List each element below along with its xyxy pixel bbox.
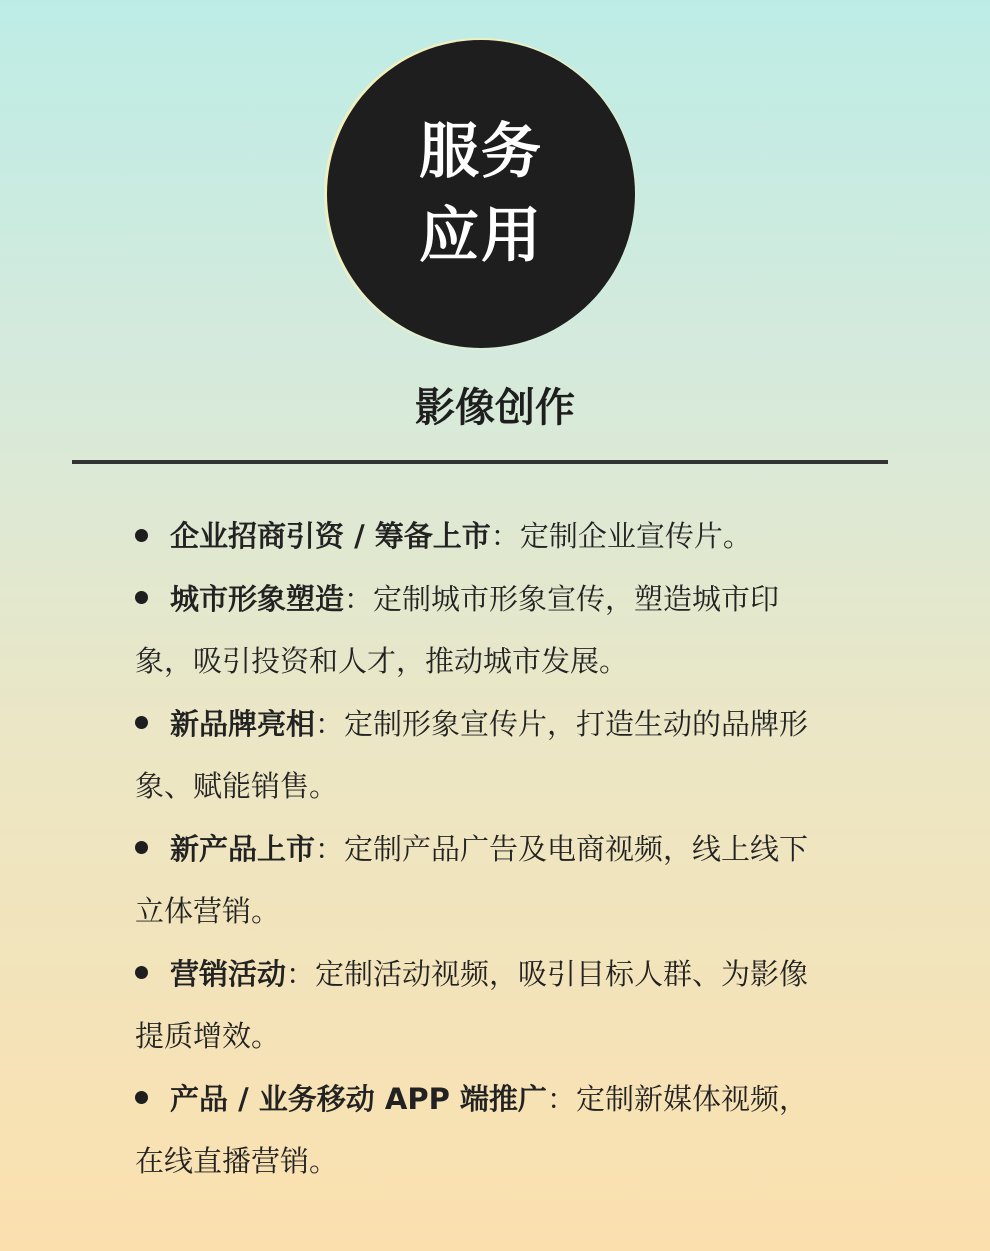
item-separator: ：: [344, 581, 374, 616]
item-title: 新产品上市: [170, 831, 316, 866]
list-item: [135, 818, 835, 943]
item-description: 定制新媒体视频，在线直播营销。: [135, 1081, 808, 1178]
list-item: [135, 943, 835, 1068]
list-item: [135, 568, 835, 693]
list-item: [135, 1068, 835, 1193]
item-separator: ：: [286, 956, 316, 991]
item-separator: ：: [315, 706, 345, 741]
item-separator: ：: [315, 831, 345, 866]
bullet-icon: [135, 591, 148, 604]
item-description: 定制企业宣传片。: [519, 519, 752, 553]
service-badge: [327, 40, 635, 348]
item-description: 定制产品广告及电商视频，线上线下立体营销。: [135, 831, 809, 928]
item-description: 定制城市形象宣传，塑造城市印象，吸引投资和人才，推动城市发展。: [135, 581, 780, 678]
item-separator: ：: [546, 1081, 576, 1116]
item-title: 营销活动: [170, 956, 287, 991]
badge-line-1: 服务: [419, 117, 543, 187]
bullet-icon: [135, 1091, 148, 1104]
item-separator: ：: [490, 519, 520, 553]
section-title: 影像创作: [415, 385, 575, 431]
item-title: 新品牌亮相: [170, 706, 316, 741]
bullet-icon: [135, 716, 148, 729]
list-item: [135, 505, 835, 568]
divider: [72, 460, 888, 464]
bullet-icon: [135, 529, 148, 542]
item-description: 定制活动视频，吸引目标人群、为影像提质增效。: [135, 956, 809, 1053]
item-title: 产品 / 业务移动 APP 端推广: [170, 1081, 547, 1116]
bullet-icon: [135, 841, 148, 854]
item-title: 企业招商引资 / 筹备上市: [170, 519, 491, 553]
bullet-icon: [135, 966, 148, 979]
item-title: 城市形象塑造: [170, 581, 345, 616]
service-list: [135, 505, 835, 1193]
item-description: 定制形象宣传片，打造生动的品牌形象、赋能销售。: [135, 706, 809, 803]
list-item: [135, 693, 835, 818]
badge-line-2: 应用: [419, 201, 543, 271]
